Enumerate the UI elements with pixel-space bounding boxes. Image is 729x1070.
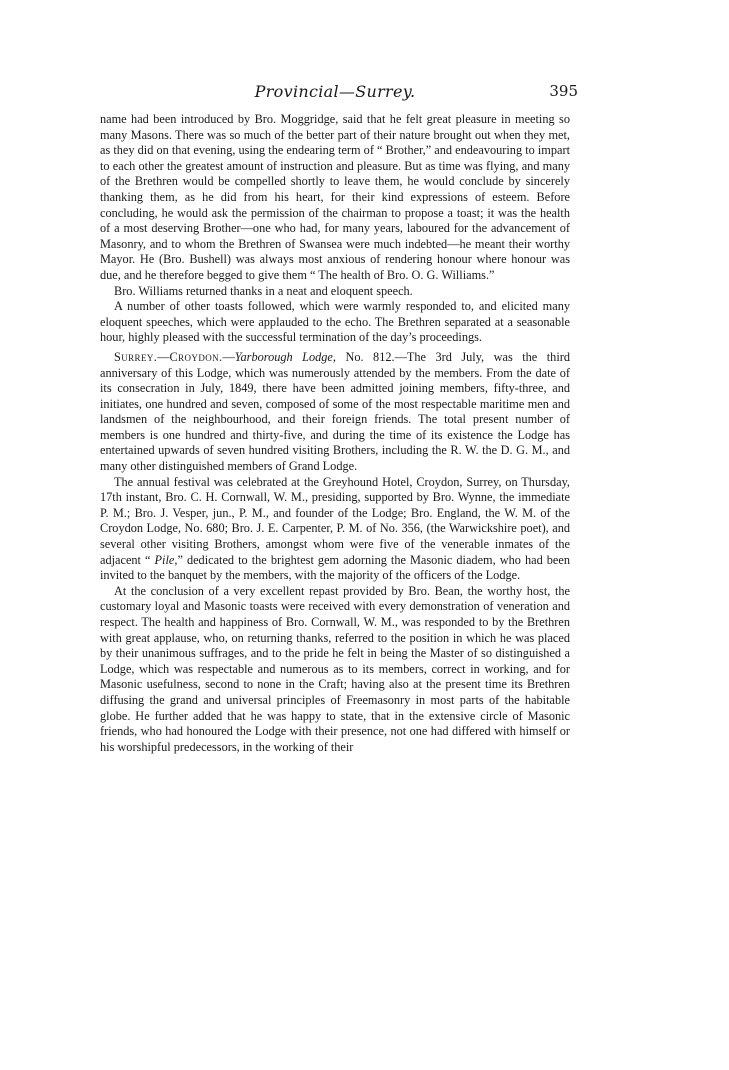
paragraph-croydon-report bbox=[100, 350, 570, 475]
running-head bbox=[100, 82, 578, 104]
heading-dash: — bbox=[222, 349, 235, 364]
festival-text-start: The annual festival was celebrated at the Greyhound Hotel, Croydon, Surrey, on Thursday, 17th instant, Bro. C. H. Cornwall, W. M., presiding, supported by Bro. Wynne, the immediate P. M.; Bro. J. Vesper, jun., P. M., and founder of the Lodge; Bro. England, the W. M. of the Croydon Lodge, No. 680; Bro. J. E. Carpenter, P. M. of No. 356, (the Warwickshire poet), and several other visiting Brothers, amongst whom were five of the venerable inmates of the adjacent “ bbox=[100, 474, 570, 567]
croydon-report-text: No. 812.—The 3rd July, was the third anniversary of this Lodge, which was numerously attended by the members. From the date of its consecration in July, 1849, there have been admitted joining members, fifty-three, and initiates, one hundred and seven, composed of some of the most respectable maritime men and landsmen of the neighbourhood, and their foreign friends. The total present number of members is one hundred and thirty-five, and during the time of its existence the Lodge has entertained upwards of seven hundred visiting Brothers, including the R. W. the D. G. M., and many other distinguished members of Grand Lodge. bbox=[100, 349, 570, 474]
running-title: Provincial—Surrey. bbox=[254, 82, 416, 101]
heading-dash: — bbox=[157, 349, 170, 364]
festival-text-end: ” dedicated to the brightest gem adorning the Masonic diadem, who had been invited to the banquet by the members, with the majority of the officers of the Lodge. bbox=[100, 552, 570, 583]
pile-word: Pile, bbox=[154, 552, 178, 567]
article-body bbox=[100, 112, 570, 755]
paragraph-banquet-toasts: At the conclusion of a very excellent repast provided by Bro. Bean, the worthy host, the customary loyal and Masonic toasts were received with every demonstration of veneration and respect. The health and happiness of Bro. Cornwall, W. M., was responded to by the Brethren with great applause, who, on returning thanks, referred to the position in which he was placed by their unanimous suffrages, and to the pride he felt in being the Master of so distinguished a Lodge, which was respectable and numerous as to its members, correct in working, and for Masonic usefulness, second to none in the Craft; having also at the present time its Brethren diffusing the grand and universal principles of Freemasonry in most parts of the habitable globe. He further added that he was happy to state, that in the extensive circle of Masonic friends, who had honoured the Lodge with their presence, not one had differed with himself or his worshipful predecessors, in the working of their bbox=[100, 583, 570, 754]
town-heading: Croydon. bbox=[169, 349, 223, 364]
paragraph-williams-reply: Bro. Williams returned thanks in a neat and eloquent speech. bbox=[114, 283, 413, 298]
page-number: 395 bbox=[549, 82, 578, 100]
paragraph-annual-festival bbox=[100, 475, 570, 584]
county-heading: Surrey. bbox=[114, 349, 158, 364]
paragraph-toasts: A number of other toasts followed, which were warmly responded to, and elicited many eloquent speeches, which were applauded to the echo. The Brethren separated at a seasonable hour, highly pleased with the successful termination of the day’s proceedings. bbox=[100, 299, 570, 345]
paragraph-bushell-speech: name had been introduced by Bro. Moggridge, said that he felt great pleasure in meeting so many Masons. There was so much of the better part of their nature brought out when they met, as they did on that evening, using the endearing term of “ Brother,” and endeavouring to impart to each other the greatest amount of instruction and pleasure. But as time was flying, and many of the Brethren would be compelled shortly to leave them, he would conclude by sincerely thanking them, as he did from his heart, for their kind expressions of esteem. Before concluding, he would ask the permission of the chairman to propose a toast; it was the health of a most deserving Brother—one who had, for many years, laboured for the advancement of Masonry, and to whom the Brethren of Swansea were much indebted—he meant their worthy Mayor. He (Bro. Bushell) was always most anxious of rendering honour where honour was due, and he therefore begged to give them “ The health of Bro. O. G. Williams.” bbox=[100, 112, 570, 282]
lodge-name: Yarborough Lodge, bbox=[234, 349, 336, 364]
